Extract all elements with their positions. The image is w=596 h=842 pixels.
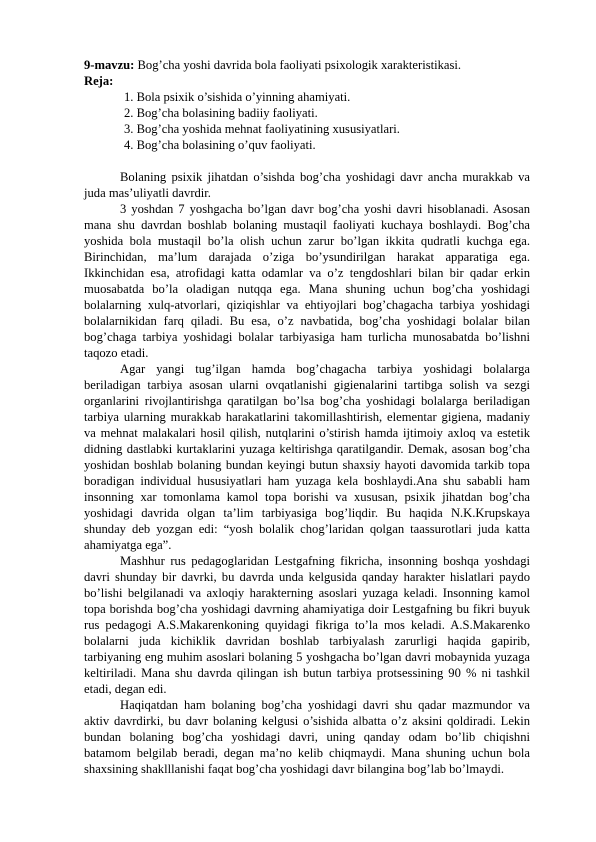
body-paragraph: Haqiqatdan ham bolaning bog’cha yoshidagi davri shu qadar mazmundor va aktiv davrdirki, bu davr bolaning kelgusi o’sishida albatta o’z aksini qoldiradi. Lekin bundan bolaning bog’cha yoshidagi davri, uning qanday odam bo’lib chiqishni batamom belgilab beradi, degan ma’no kelib chiqmaydi. Mana shuning uchun bola shaxsining shaklllanishi faqat bog’cha yoshidagi davr bilangina bog’lab bo’lmaydi. (84, 698, 530, 776)
topic-heading (84, 57, 530, 73)
plan-item: 2. Bog’cha bolasining badiiy faoliyati. (124, 106, 318, 120)
plan-heading: Reja: (84, 74, 114, 88)
body-paragraph: 3 yoshdan 7 yoshgacha bo’lgan davr bog’cha yoshi davri hisoblanadi. Asosan mana shu davrdan boshlab bolaning mustaqil faoliyati kuchaya boshlaydi. Bog’cha yoshida bola mustaqil bo’la olish uchun zarur bo’lgan ikkita qudratli kuchga ega. Birinchidan, ma’lum darajada o’ziga bo’ysundirilgan harakat apparatiga ega. Ikkinchidan esa, atrofidagi katta odamlar va o’z tengdoshlari bilan bir qadar erkin muosabatda bo’la oladigan nutqqa ega. Mana shuning uchun bog’cha yoshidagi bolalarning xulq-atvorlari, qiziqishlar va ehtiyojlari bog’chagacha tarbiya yoshidagi bolalarnikidan farq qiladi. Bu esa, o’z navbatida, bog’cha yoshidagi bolalar bilan bog’chaga tarbiya yoshidagi bolalar tarbiyasiga ham turlicha munosabatda bo’lishni taqozo etadi. (84, 202, 530, 360)
topic-number-label: 9-mavzu: (84, 58, 135, 72)
plan-item: 3. Bog’cha yoshida mehnat faoliyatining xususiyatlari. (124, 122, 400, 136)
section-spacer (84, 153, 530, 169)
body-paragraph: Bolaning psixik jihatdan o’sishda bog’cha yoshidagi davr ancha murakkab va juda mas’uliyatli davrdir. (84, 170, 530, 200)
body-paragraph: Agar yangi tug’ilgan hamda bog’chagacha tarbiya yoshidagi bolalarga beriladigan tarbiya asosan ularni ovqatlanishi gigienalarini tartibga solish va sezgi organlarini rivojlantirishga qaratilgan bo’lsa bog’cha yoshidagi bolalarga beriladigan tarbiya ularning murakkab harakatlarini takomillashtirish, elementar gigiena, madaniy va mehnat malakalari hosil qilish, nutqlarini o’stirish hamda ijtimoiy axloq va estetik didning dastlabki kurtaklarini yuzaga keltirishga qaratilgandir. Demak, asosan bog’cha yoshidan boshlab bolaning bundan keyingi butun shaxsiy hayoti davomida tarkib topa boradigan individual hususiyatlari ham yuzaga kela boshlaydi.Ana shu sababli ham insonning xar tomonlama kamol topa borishi va xususan, psixik jihatdan bog’cha yoshidagi davrida olgan ta’lim tarbiyasiga bog’liqdir. Bu haqida N.K.Krupskaya shunday deb yozgan edi: “yosh bolalik chog’laridan qolgan taassurotlari juda katta ahamiyatga ega”. (84, 362, 530, 552)
plan-list (84, 89, 530, 153)
plan-item: 4. Bog’cha bolasining o’quv faoliyati. (124, 138, 316, 152)
plan-item: 1. Bola psixik o’sishida o’yinning ahamiyati. (124, 90, 351, 104)
document-page (84, 57, 530, 777)
topic-title: Bog’cha yoshi davrida bola faoliyati psixologik xarakteristikasi. (134, 58, 462, 72)
body-paragraph: Mashhur rus pedagoglaridan Lestgafning fikricha, insonning boshqa yoshdagi davri shunday bir davrki, bu davrda unda kelgusida qanday harakter hislatlari paydo bo’lishi belgilanadi va axloqiy harakterning asoslari yuzaga keladi. Insonning kamol topa borishda bog’cha yoshidagi davrning ahamiyatiga doir Lestgafning bu fikri buyuk rus pedagogi A.S.Makarenkoning quyidagi fikriga to’la mos keladi. A.S.Makarenko bolalarni juda kichiklik davridan boshlab tarbiyalash zarurligi haqida gapirib, tarbiyaning eng muhim asoslari bolaning 5 yoshgacha bo’lgan davri mobaynida yuzaga keltiriladi. Mana shu davrda qilingan ish butun tarbiya protsessining 90 % ni tashkil etadi, degan edi. (84, 554, 530, 696)
